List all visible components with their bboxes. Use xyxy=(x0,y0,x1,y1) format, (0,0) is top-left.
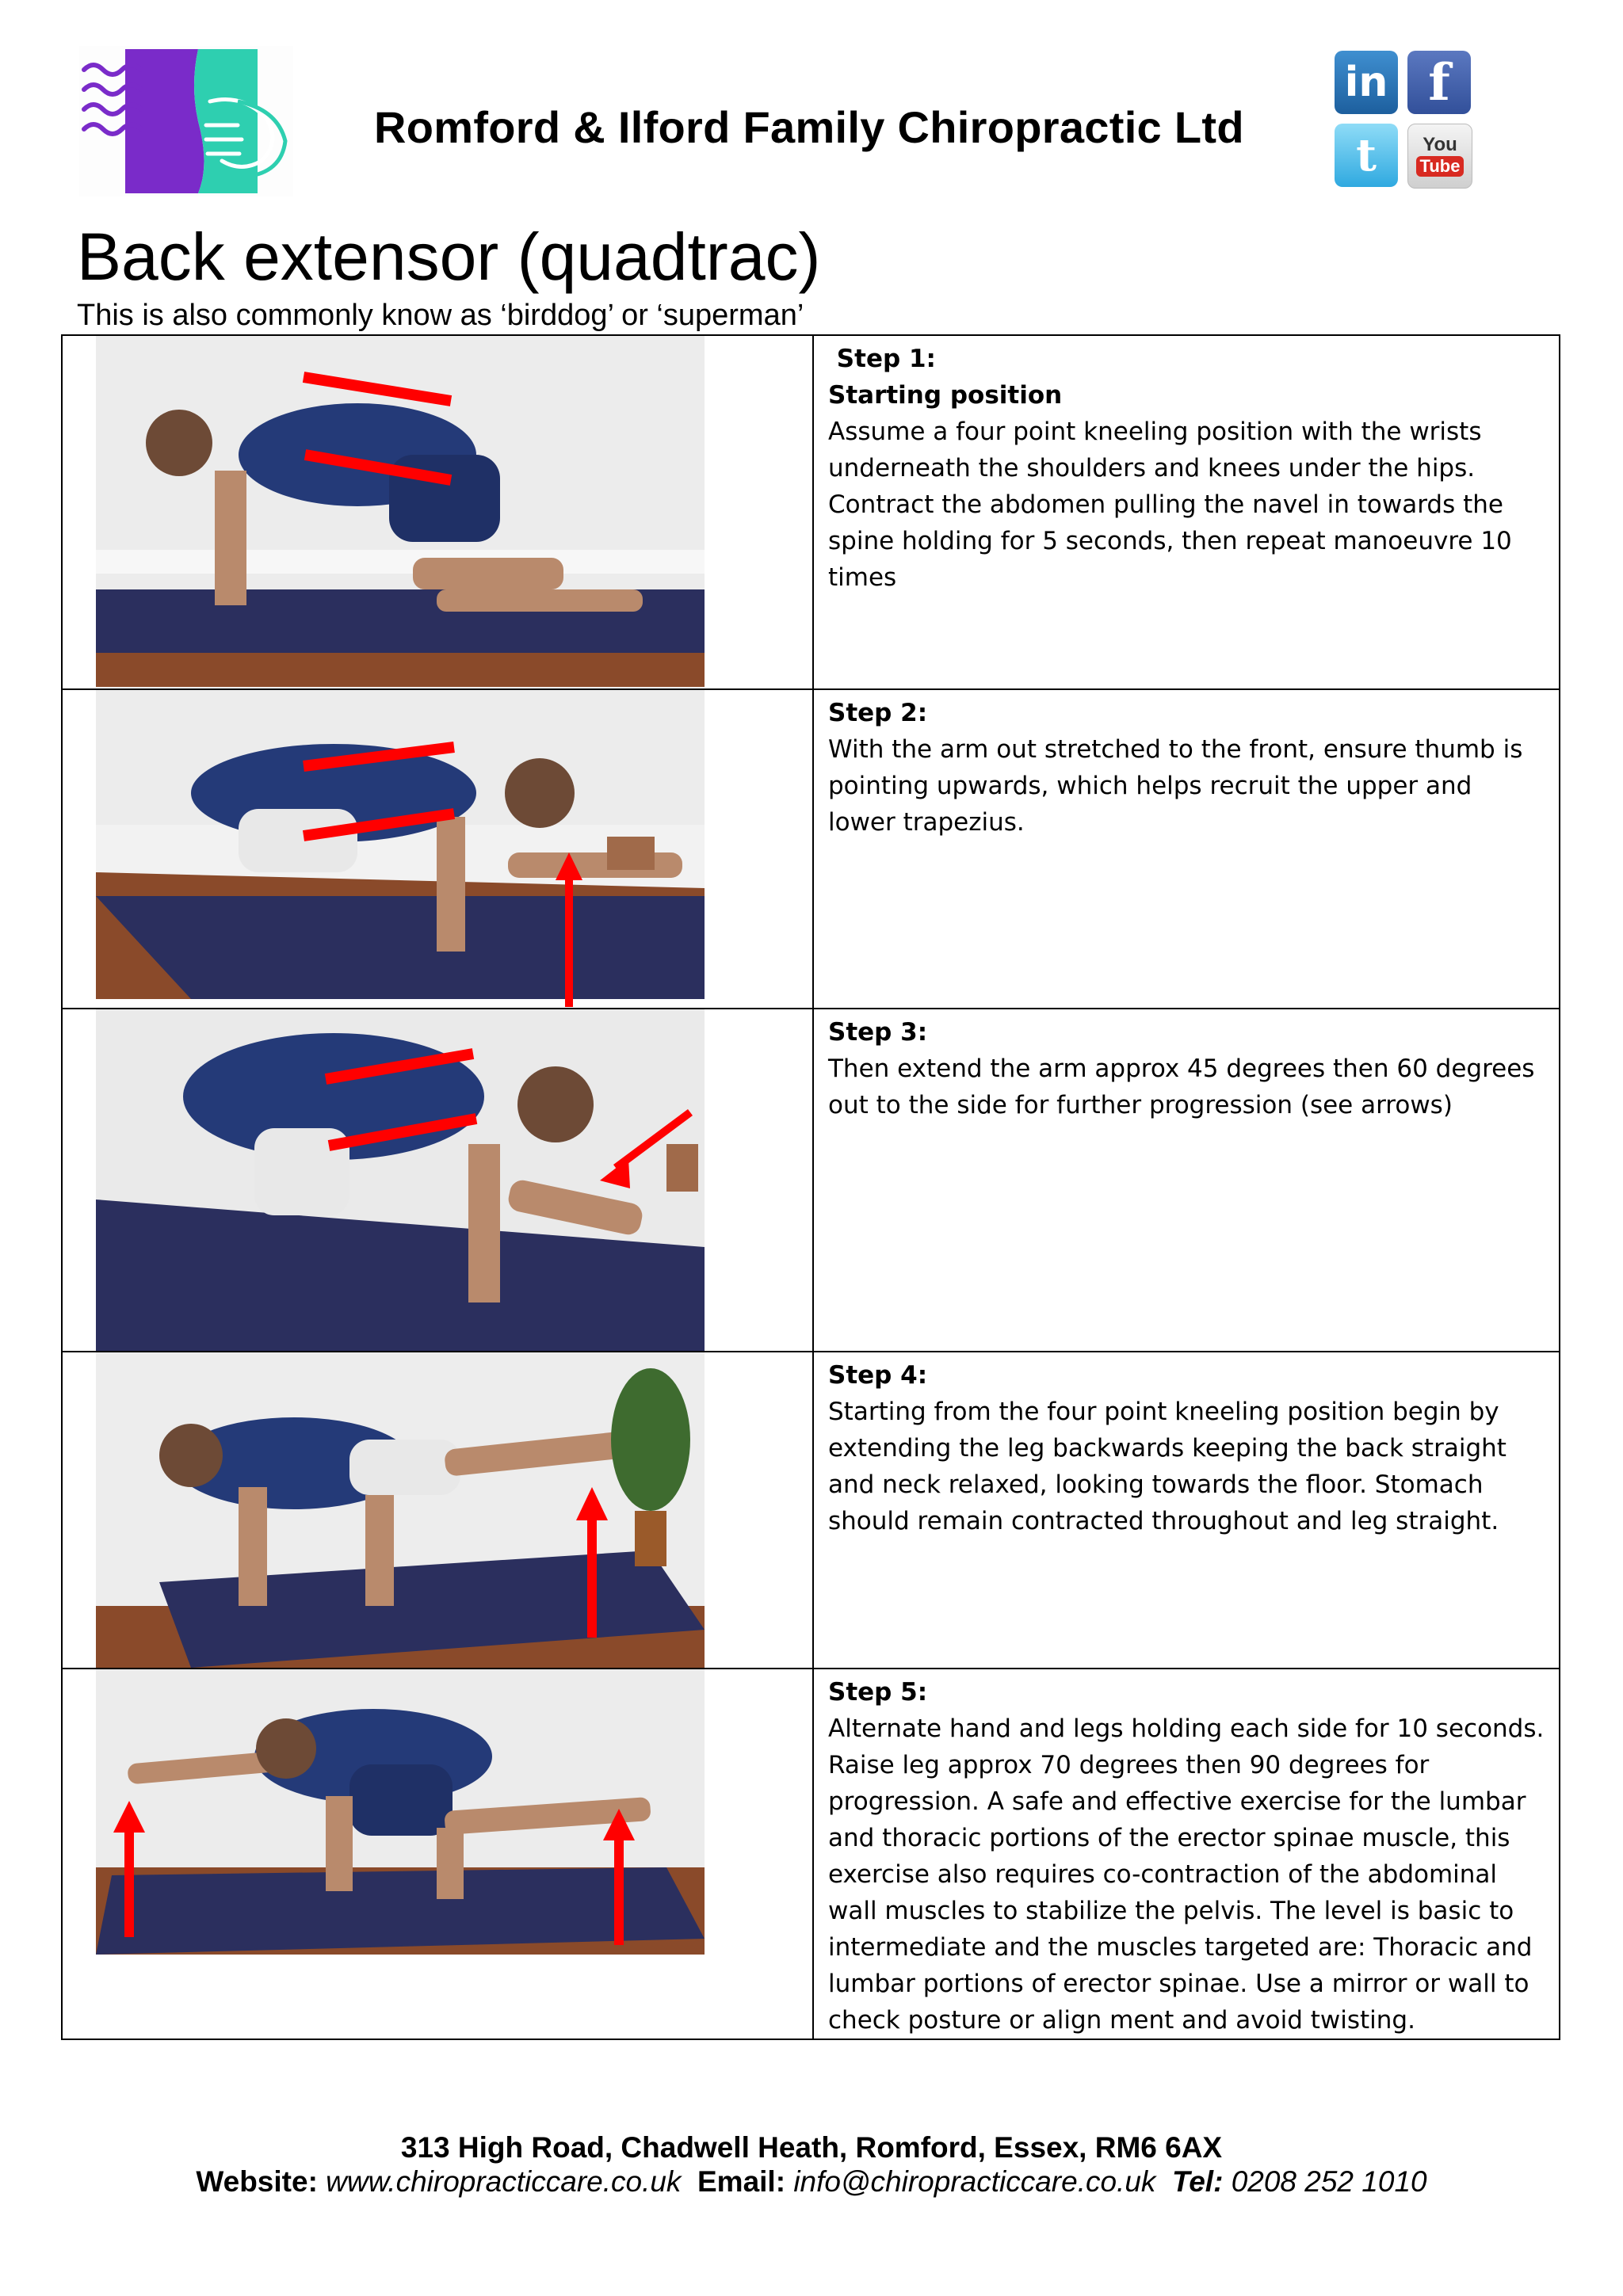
facebook-icon[interactable] xyxy=(1407,51,1471,114)
step-4-label: Step 4: xyxy=(828,1361,928,1390)
step-1-heading: Starting position xyxy=(828,381,1063,410)
youtube-icon-you: You xyxy=(1423,134,1457,155)
step-3-label: Step 3: xyxy=(828,1018,928,1047)
step-text-cell xyxy=(813,335,1560,689)
step-1-label: Step 1: xyxy=(836,345,936,373)
step-image-cell xyxy=(62,1669,813,2039)
step-label xyxy=(828,1357,1545,1394)
step-label xyxy=(828,695,1545,731)
social-links xyxy=(1335,51,1471,189)
step-1-text: Assume a four point kneeling position with the wrists underneath the shoulders and knees under the hips. Contract the abdomen pulling the navel in towards the spine holding for 5 seconds, then repeat manoeuvre 10 times xyxy=(828,418,1512,592)
step-image-cell xyxy=(62,1352,813,1669)
step-text-cell xyxy=(813,1352,1560,1669)
company-name: Romford & Ilford Family Chiropractic Ltd xyxy=(374,102,1244,152)
footer-address: 313 High Road, Chadwell Heath, Romford, Essex, RM6 6AX xyxy=(400,2131,1223,2164)
website-link[interactable]: www.chiropracticcare.co.uk xyxy=(326,2165,682,2198)
step-image-cell xyxy=(62,689,813,1009)
step-text-cell xyxy=(813,1009,1560,1352)
step-2-text: With the arm out stretched to the front, ensure thumb is pointing upwards, which helps recruit the upper and lower trapezius. xyxy=(828,735,1523,837)
step-text-cell xyxy=(813,689,1560,1009)
leg-extended-backwards-photo xyxy=(96,1352,705,1668)
arm-outstretched-front-photo xyxy=(96,690,705,999)
footer-contact xyxy=(0,2165,1623,2199)
arm-extended-side-photo xyxy=(96,1009,705,1351)
step-text-cell xyxy=(813,1669,1560,2039)
website-label: Website: xyxy=(196,2165,318,2198)
youtube-icon[interactable] xyxy=(1407,124,1472,189)
linkedin-icon-label: in xyxy=(1344,59,1388,106)
step-heading xyxy=(828,377,1545,414)
alternate-arm-leg-photo xyxy=(96,1669,705,1955)
step-5-label: Step 5: xyxy=(828,1678,928,1707)
email-link[interactable]: info@chiropracticcare.co.uk xyxy=(793,2165,1156,2198)
company-logo xyxy=(79,46,293,196)
step-label xyxy=(828,1674,1545,1711)
facebook-icon-label: f xyxy=(1428,52,1450,113)
twitter-icon-label: t xyxy=(1356,129,1377,181)
step-label xyxy=(828,341,1545,377)
step-row-1 xyxy=(62,335,1560,689)
youtube-icon-tube: Tube xyxy=(1416,156,1465,177)
step-2-label: Step 2: xyxy=(828,699,928,727)
step-5-text: Alternate hand and legs holding each side for 10 seconds. Raise leg approx 70 degrees then 90 degrees for progression. A safe and effective exercise for the lumbar and thoracic portions of the erector spinae muscle, this exercise also requires co-contraction of the abdominal wall muscles to stabilize the pelvis. The level is basic to intermediate and the muscles targeted are: Thoracic and lumbar portions of erector spinae. Use a mirror or wall to check posture or align ment and avoid twisting. xyxy=(828,1714,1545,2035)
step-row-5 xyxy=(62,1669,1560,2039)
step-3-text: Then extend the arm approx 45 degrees then 60 degrees out to the side for further progression (see arrows) xyxy=(828,1055,1535,1119)
step-row-4 xyxy=(62,1352,1560,1669)
tel-number: 0208 252 1010 xyxy=(1231,2165,1427,2198)
document-subtitle: This is also commonly know as ‘birddog’ or ‘superman’ xyxy=(77,299,804,332)
step-row-2 xyxy=(62,689,1560,1009)
tel-label: Tel: xyxy=(1171,2165,1224,2198)
step-image-cell xyxy=(62,1009,813,1352)
document-title: Back extensor (quadtrac) xyxy=(77,219,821,294)
twitter-icon[interactable] xyxy=(1335,124,1398,187)
exercise-steps-table xyxy=(61,334,1560,2040)
step-image-cell xyxy=(62,335,813,689)
step-label xyxy=(828,1014,1545,1051)
step-4-text: Starting from the four point kneeling position begin by extending the leg backwards keeping the back straight and neck relaxed, looking towards the floor. Stomach should remain contracted throughout and leg straight. xyxy=(828,1398,1507,1535)
chiropractic-logo-icon xyxy=(79,46,293,196)
step-row-3 xyxy=(62,1009,1560,1352)
four-point-kneeling-start-photo xyxy=(96,336,705,687)
email-label: Email: xyxy=(697,2165,786,2198)
linkedin-icon[interactable] xyxy=(1335,51,1398,114)
